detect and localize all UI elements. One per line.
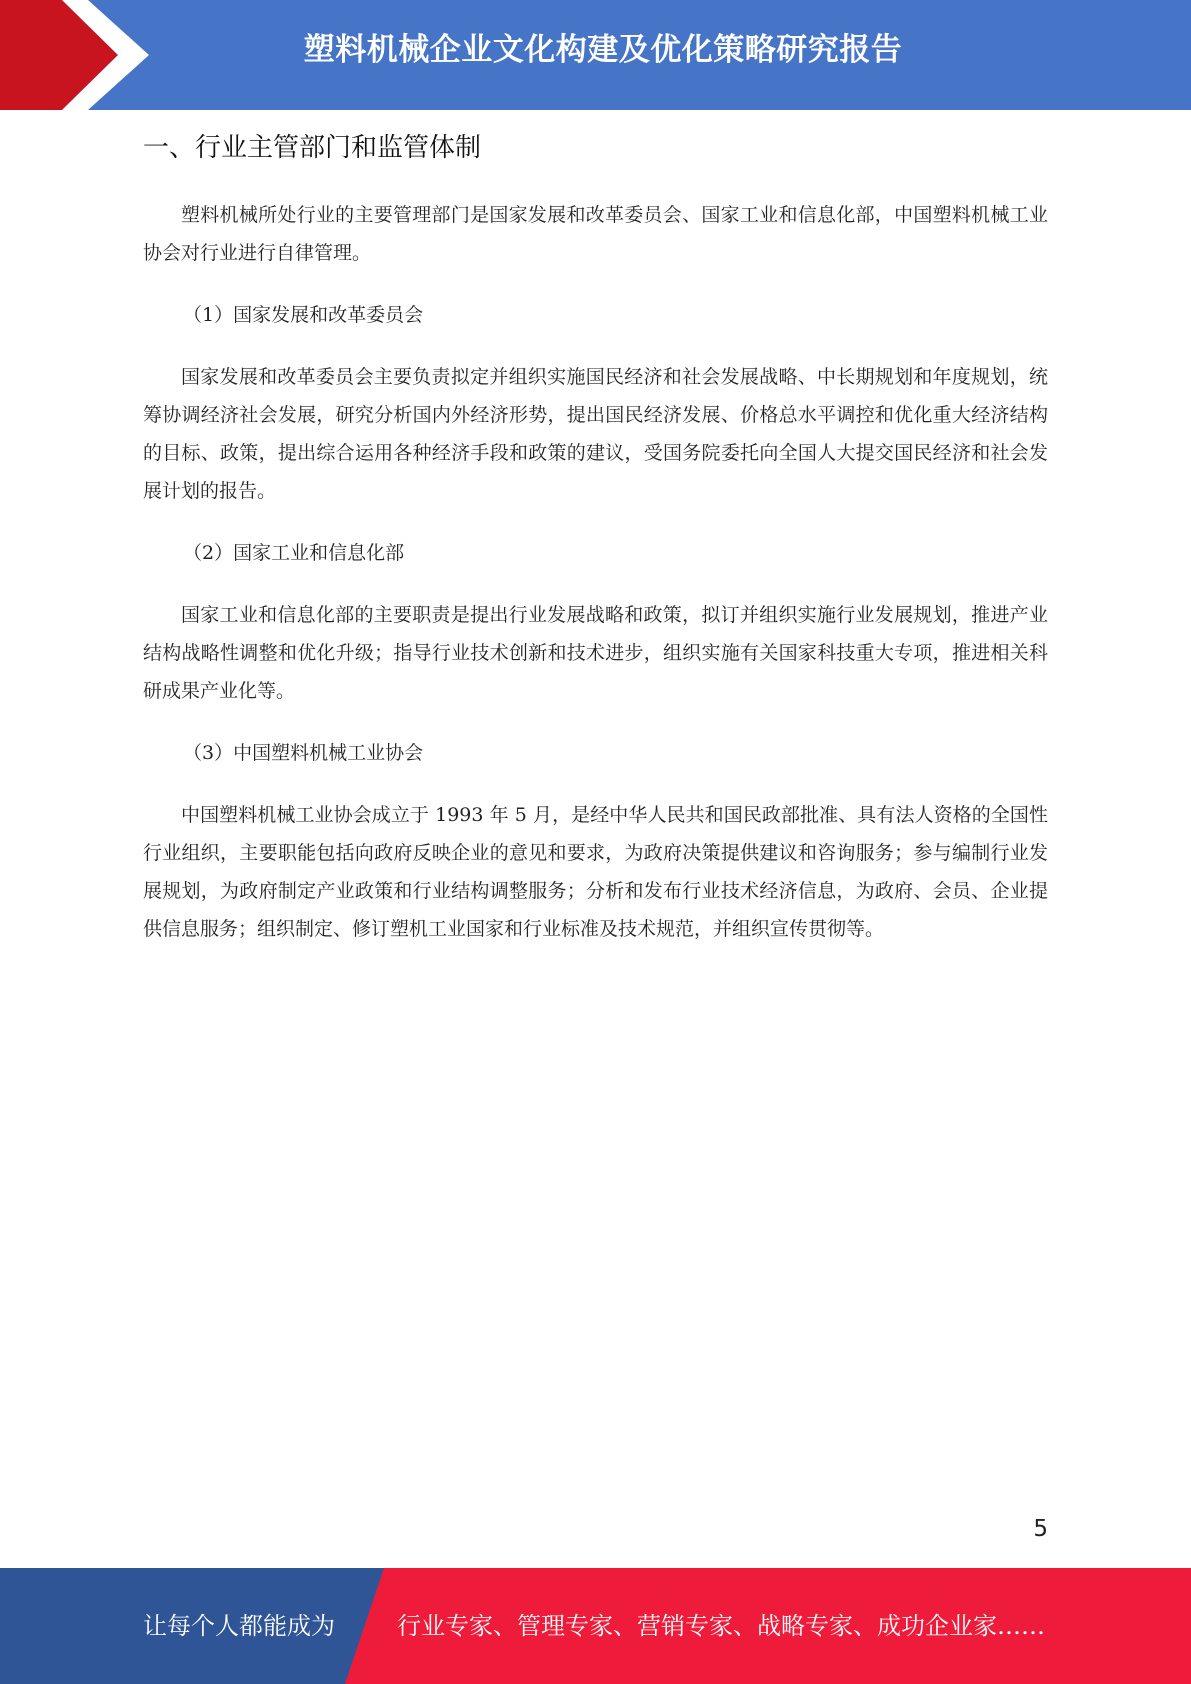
intro-paragraph: 塑料机械所处行业的主要管理部门是国家发展和改革委员会、国家工业和信息化部，中国塑料机械工业协会对行业进行自律管理。 [143,204,1048,264]
subsection-title-ndrc: （1）国家发展和改革委员会 [183,304,424,326]
footer-slogan-right: 行业专家、管理专家、营销专家、战略专家、成功企业家…… [397,1612,1045,1640]
subsection-body-ndrc: 国家发展和改革委员会主要负责拟定并组织实施国民经济和社会发展战略、中长期规划和年度规划，统筹协调经济社会发展，研究分析国内外经济形势，提出国民经济发展、价格总水平调控和优化重大经济结构的目标、政策，提出综合运用各种经济手段和政策的建议，受国务院委托向全国人大提交国民经济和社会发展计划的报告。 [143,366,1048,502]
subsection-body-association: 中国塑料机械工业协会成立于 1993 年 5 月，是经中华人民共和国民政部批准、具有法人资格的全国性行业组织，主要职能包括向政府反映企业的意见和要求，为政府决策提供建议和咨询服务；参与编制行业发展规划，为政府制定产业政策和行业结构调整服务；分析和发布行业技术经济信息，为政府、会员、企业提供信息服务；组织制定、修订塑机工业国家和行业标准及技术规范，并组织宣传贯彻等。 [143,804,1048,940]
footer-banner [0,1568,1191,1684]
document-body [143,128,1048,972]
page-number: 5 [1033,1516,1048,1542]
footer-slogan-left: 让每个人都能成为 [143,1612,335,1640]
subsection-body-miit: 国家工业和信息化部的主要职责是提出行业发展战略和政策，拟订并组织实施行业发展规划，推进产业结构战略性调整和优化升级；指导行业技术创新和技术进步，组织实施有关国家科技重大专项，推进相关科研成果产业化等。 [143,604,1048,702]
header-banner [0,0,1191,110]
section-heading: 一、行业主管部门和监管体制 [143,133,482,163]
subsection-title-association: （3）中国塑料机械工业协会 [183,742,424,764]
report-title: 塑料机械企业文化构建及优化策略研究报告 [303,32,903,68]
subsection-title-miit: （2）国家工业和信息化部 [183,542,405,564]
